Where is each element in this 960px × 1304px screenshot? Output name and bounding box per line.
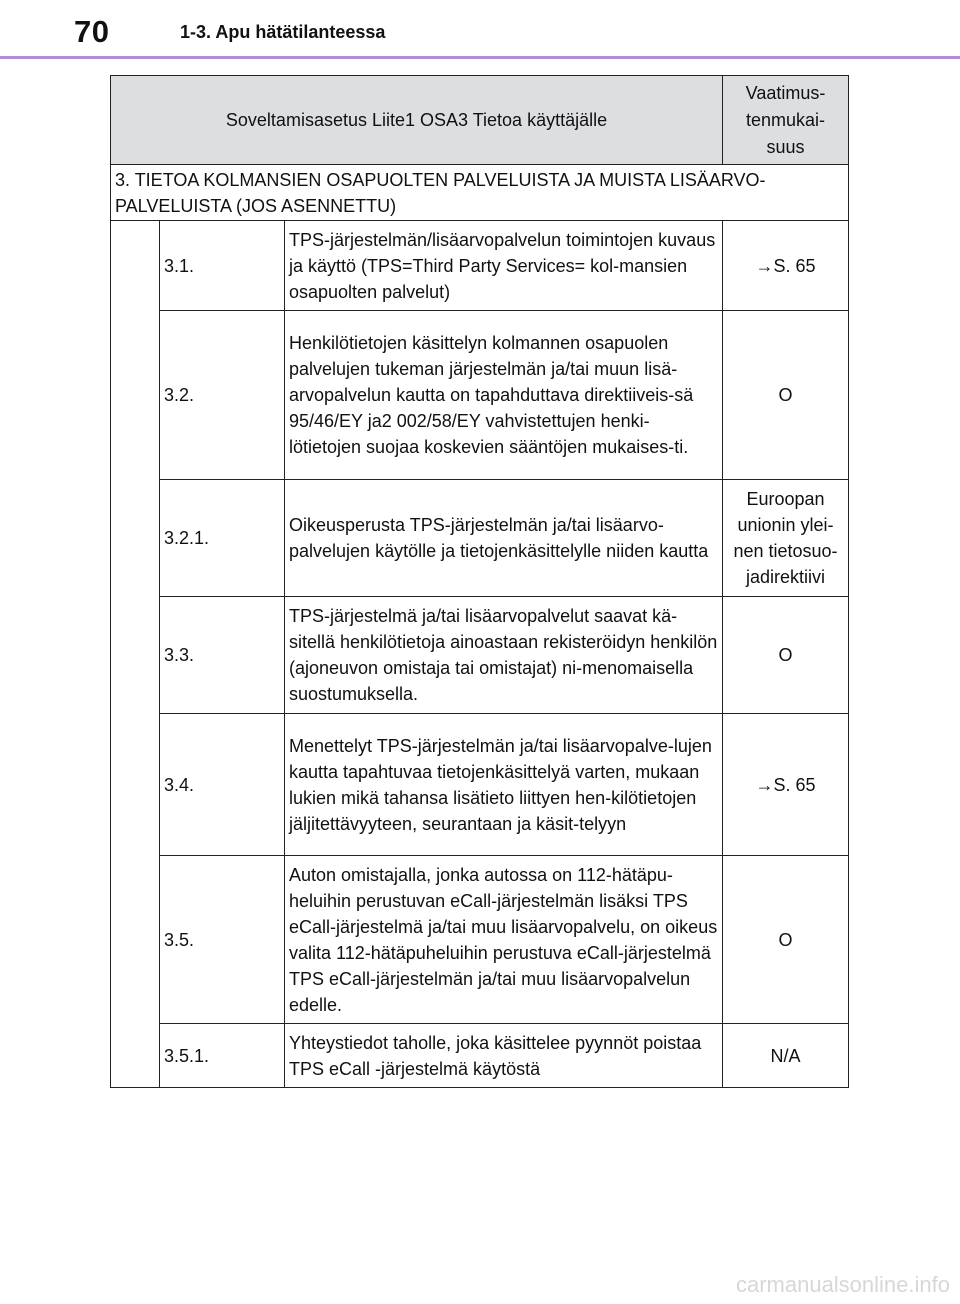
compliance-header-text: Vaatimus- tenmukai- suus <box>745 82 826 157</box>
table-row <box>111 714 849 856</box>
row-text: Auton omistajalla, jonka autossa on 112-hätäpu-heluihin perustuvan eCall-järjestelmän lisäksi TPS eCall-järjestelmä ja/tai muu lisäarvopalvelu, on oikeus valita 112-hätäpuheluihin perustuva eCall-järjestelmä TPS eCall-järjestelmän ja/tai muu lisäarvopalvelun edelle. <box>285 856 723 1024</box>
row-number: 3.4. <box>160 714 285 856</box>
table-row <box>111 311 849 480</box>
row-compliance: →S. 65 <box>723 714 849 856</box>
requirements-table <box>110 75 849 1088</box>
row-text: TPS-järjestelmä ja/tai lisäarvopalvelut saavat kä-sitellä henkilötietoja ainoastaan rekisteröidyn henkilön (ajoneuvon omistaja tai omistajat) ni-menomaisella suostumuksella. <box>285 597 723 714</box>
watermark: carmanualsonline.info <box>735 1272 950 1297</box>
row-compliance: O <box>723 311 849 480</box>
header-divider <box>0 56 960 59</box>
row-number: 3.2. <box>160 311 285 480</box>
section-title: 1-3. Apu hätätilanteessa <box>180 22 386 42</box>
row-text: TPS-järjestelmän/lisäarvopalvelun toimintojen kuvaus ja käyttö (TPS=Third Party Services= kol-mansien osapuolten palvelut) <box>285 221 723 311</box>
row-compliance: →S. 65 <box>723 221 849 311</box>
row-text: Henkilötietojen käsittelyn kolmannen osapuolen palvelujen tukeman järjestelmän ja/tai muun lisä-arvopalvelun kautta on tapahduttava direktiiveis-sä 95/46/EY ja2 002/58/EY vahvistettujen henki-lötietojen suojaa koskevien sääntöjen mukaises-ti. <box>285 311 723 480</box>
row-number: 3.5.1. <box>160 1024 285 1088</box>
row-number: 3.3. <box>160 597 285 714</box>
table-row <box>111 221 849 311</box>
row-compliance: O <box>723 856 849 1024</box>
table-header-row <box>111 76 849 165</box>
row-number: 3.5. <box>160 856 285 1024</box>
section-heading-row <box>111 165 849 221</box>
page-number: 70 <box>74 14 110 49</box>
row-number: 3.2.1. <box>160 480 285 597</box>
page-header <box>0 0 960 60</box>
section-heading <box>111 165 849 221</box>
row-text: Oikeusperusta TPS-järjestelmän ja/tai lisäarvo-palvelujen käytölle ja tietojenkäsittelylle niiden kautta <box>285 480 723 597</box>
table-row <box>111 480 849 597</box>
row-compliance: O <box>723 597 849 714</box>
indent-cell <box>111 221 160 1088</box>
row-compliance: N/A <box>723 1024 849 1088</box>
table-row <box>111 597 849 714</box>
compliance-column-header <box>723 76 849 165</box>
row-number: 3.1. <box>160 221 285 311</box>
row-text: Yhteystiedot taholle, joka käsittelee pyynnöt poistaa TPS eCall -järjestelmä käytöstä <box>285 1024 723 1088</box>
section-heading-text: 3. TIETOA KOLMANSIEN OSAPUOLTEN PALVELUISTA JA MUISTA LISÄARVO- PALVELUISTA (JOS ASENNETTU) <box>115 169 766 216</box>
row-compliance: Euroopan unionin ylei-nen tietosuo-jadirektiivi <box>723 480 849 597</box>
regulation-column-header: Soveltamisasetus Liite1 OSA3 Tietoa käyttäjälle <box>111 76 723 165</box>
row-text: Menettelyt TPS-järjestelmän ja/tai lisäarvopalve-lujen kautta tapahtuvaa tietojenkäsittelyä varten, mukaan lukien mikä tahansa lisätieto liittyen hen-kilötietojen jäljitettävyyteen, seurantaan ja käsit-telyyn <box>285 714 723 856</box>
table-row <box>111 856 849 1024</box>
table-row <box>111 1024 849 1088</box>
